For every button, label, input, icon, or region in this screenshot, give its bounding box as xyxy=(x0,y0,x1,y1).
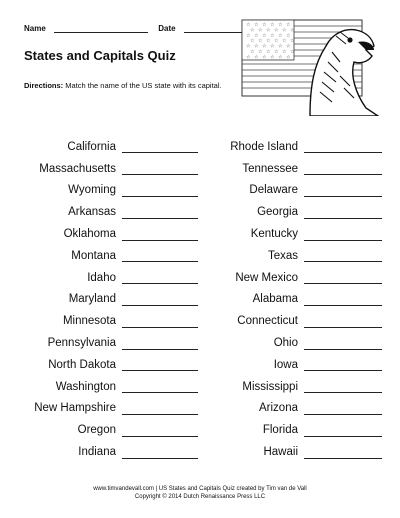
right-state-column xyxy=(208,136,382,463)
state-name: Connecticut xyxy=(237,315,298,328)
flag-star-icon: ☆ xyxy=(258,49,263,55)
flag-star-icon: ☆ xyxy=(266,38,271,45)
quiz-row xyxy=(208,158,382,180)
flag-star-icon: ☆ xyxy=(274,38,279,45)
answer-blank[interactable] xyxy=(304,206,382,219)
quiz-row xyxy=(20,441,198,463)
flag-star-icon: ☆ xyxy=(262,54,267,61)
flag-star-icon: ☆ xyxy=(254,54,259,61)
answer-blank[interactable] xyxy=(304,293,382,306)
state-name: Montana xyxy=(71,249,116,262)
flag-star-icon: ☆ xyxy=(286,32,291,39)
answer-blank[interactable] xyxy=(122,206,198,219)
quiz-row xyxy=(20,158,198,180)
answer-blank[interactable] xyxy=(304,228,382,241)
answer-blank[interactable] xyxy=(304,271,382,284)
state-name: Wyoming xyxy=(68,184,116,197)
flag-star-icon: ☆ xyxy=(254,32,259,39)
quiz-row xyxy=(20,376,198,398)
state-name: Mississippi xyxy=(242,380,298,393)
state-name: North Dakota xyxy=(48,358,116,371)
answer-blank[interactable] xyxy=(304,162,382,175)
state-name: Idaho xyxy=(87,271,116,284)
flag-star-icon: ☆ xyxy=(274,27,279,34)
answer-blank[interactable] xyxy=(122,446,198,459)
flag-eagle-illustration xyxy=(240,16,380,116)
name-date-row xyxy=(24,24,254,33)
quiz-row xyxy=(20,419,198,441)
quiz-row xyxy=(208,441,382,463)
answer-blank[interactable] xyxy=(122,380,198,393)
state-name: Texas xyxy=(267,249,298,262)
flag-star-icon: ☆ xyxy=(286,54,291,61)
flag-star-icon: ☆ xyxy=(266,49,271,55)
flag-star-icon: ☆ xyxy=(246,54,251,61)
name-label: Name xyxy=(24,24,46,33)
answer-blank[interactable] xyxy=(304,140,382,153)
answer-blank[interactable] xyxy=(122,162,198,175)
flag-star-icon: ☆ xyxy=(282,38,287,45)
flag-star-icon: ☆ xyxy=(290,38,295,45)
flag-star-icon: ☆ xyxy=(278,54,283,61)
flag-star-icon: ☆ xyxy=(254,22,259,28)
answer-blank[interactable] xyxy=(122,249,198,262)
state-name: Arizona xyxy=(259,402,298,415)
state-name: Delaware xyxy=(249,184,298,197)
quiz-row xyxy=(208,201,382,223)
quiz-row xyxy=(208,180,382,202)
state-name: California xyxy=(67,140,116,153)
answer-blank[interactable] xyxy=(304,424,382,437)
quiz-row xyxy=(20,267,198,289)
page-title: States and Capitals Quiz xyxy=(24,48,176,63)
state-name: New Mexico xyxy=(235,271,298,284)
answer-blank[interactable] xyxy=(122,424,198,437)
date-label: Date xyxy=(158,24,176,33)
answer-blank[interactable] xyxy=(304,184,382,197)
flag-star-icon: ☆ xyxy=(270,54,275,61)
answer-blank[interactable] xyxy=(122,358,198,371)
state-name: Tennessee xyxy=(242,162,298,175)
flag-star-icon: ☆ xyxy=(262,22,267,28)
flag-star-icon: ☆ xyxy=(290,49,295,55)
state-name: Minnesota xyxy=(62,315,116,328)
flag-star-icon: ☆ xyxy=(278,22,283,28)
quiz-row xyxy=(208,245,382,267)
quiz-row xyxy=(208,136,382,158)
flag-star-icon: ☆ xyxy=(262,43,267,50)
flag-star-icon: ☆ xyxy=(250,38,255,45)
quiz-row xyxy=(20,180,198,202)
state-name: New Hampshire xyxy=(34,402,116,415)
quiz-row xyxy=(208,376,382,398)
state-name: Kentucky xyxy=(250,228,298,241)
answer-blank[interactable] xyxy=(122,315,198,328)
state-name: Maryland xyxy=(68,293,116,306)
answer-blank[interactable] xyxy=(122,184,198,197)
answer-blank[interactable] xyxy=(304,402,382,415)
flag-star-icon: ☆ xyxy=(258,38,263,45)
flag-star-icon: ☆ xyxy=(282,27,287,34)
state-name: Ohio xyxy=(273,337,298,350)
state-name: Florida xyxy=(262,424,298,437)
quiz-row xyxy=(20,223,198,245)
state-name: Pennsylvania xyxy=(47,337,116,350)
directions xyxy=(24,81,222,90)
quiz-row xyxy=(20,136,198,158)
quiz-row xyxy=(20,354,198,376)
footer-copyright: Copyright © 2014 Dutch Renaissance Press LLC xyxy=(134,493,266,500)
flag-star-icon: ☆ xyxy=(262,32,267,39)
state-name: Washington xyxy=(55,380,116,393)
directions-text: Match the name of the US state with its capital. xyxy=(63,81,222,90)
answer-blank[interactable] xyxy=(122,271,198,284)
quiz-row xyxy=(208,354,382,376)
quiz-row xyxy=(208,419,382,441)
flag-star-icon: ☆ xyxy=(246,32,251,39)
flag-star-icon: ☆ xyxy=(258,27,263,34)
answer-blank[interactable] xyxy=(122,228,198,241)
flag-star-icon: ☆ xyxy=(278,32,283,39)
name-field[interactable] xyxy=(54,24,148,33)
answer-blank[interactable] xyxy=(304,315,382,328)
directions-label: Directions: xyxy=(24,81,64,90)
state-name: Rhode Island xyxy=(230,140,298,153)
quiz-row xyxy=(208,267,382,289)
flag-star-icon: ☆ xyxy=(266,27,271,34)
state-name: Oregon xyxy=(77,424,116,437)
quiz-row xyxy=(20,201,198,223)
flag-star-icon: ☆ xyxy=(274,49,279,55)
flag-star-icon: ☆ xyxy=(278,43,283,50)
state-name: Massachusetts xyxy=(39,162,116,175)
state-name: Oklahoma xyxy=(63,228,116,241)
flag-star-icon: ☆ xyxy=(270,22,275,28)
answer-blank[interactable] xyxy=(122,337,198,350)
answer-blank[interactable] xyxy=(122,293,198,306)
footer-credit: www.timvandevall.com | US States and Capitals Quiz created by Tim van de Vall xyxy=(93,486,307,492)
answer-blank[interactable] xyxy=(304,337,382,350)
quiz-row xyxy=(20,245,198,267)
flag-star-icon: ☆ xyxy=(290,27,295,34)
state-name: Georgia xyxy=(257,206,298,219)
footer xyxy=(0,486,400,501)
state-name: Arkansas xyxy=(68,206,116,219)
flag-star-icon: ☆ xyxy=(286,43,291,50)
left-state-column xyxy=(20,136,198,463)
answer-blank[interactable] xyxy=(304,380,382,393)
flag-star-icon: ☆ xyxy=(282,49,287,55)
quiz-row xyxy=(208,223,382,245)
quiz-row xyxy=(20,310,198,332)
flag-star-icon: ☆ xyxy=(286,22,291,28)
answer-blank[interactable] xyxy=(304,358,382,371)
state-name: Alabama xyxy=(252,293,298,306)
state-name: Hawaii xyxy=(263,446,298,459)
state-name: Indiana xyxy=(78,446,116,459)
state-name: Iowa xyxy=(273,358,298,371)
quiz-row xyxy=(20,332,198,354)
flag-star-icon: ☆ xyxy=(250,27,255,34)
flag-star-icon: ☆ xyxy=(246,43,251,50)
flag-star-icon: ☆ xyxy=(250,49,255,55)
quiz-row xyxy=(208,332,382,354)
quiz-row xyxy=(20,289,198,311)
answer-blank[interactable] xyxy=(304,249,382,262)
answer-blank[interactable] xyxy=(122,140,198,153)
quiz-row xyxy=(208,289,382,311)
flag-star-icon: ☆ xyxy=(270,32,275,39)
quiz-row xyxy=(20,398,198,420)
answer-blank[interactable] xyxy=(304,446,382,459)
quiz-row xyxy=(208,310,382,332)
quiz-row xyxy=(208,398,382,420)
answer-blank[interactable] xyxy=(122,402,198,415)
flag-star-icon: ☆ xyxy=(254,43,259,50)
flag-star-icon: ☆ xyxy=(246,22,251,28)
flag-star-icon: ☆ xyxy=(270,43,275,50)
